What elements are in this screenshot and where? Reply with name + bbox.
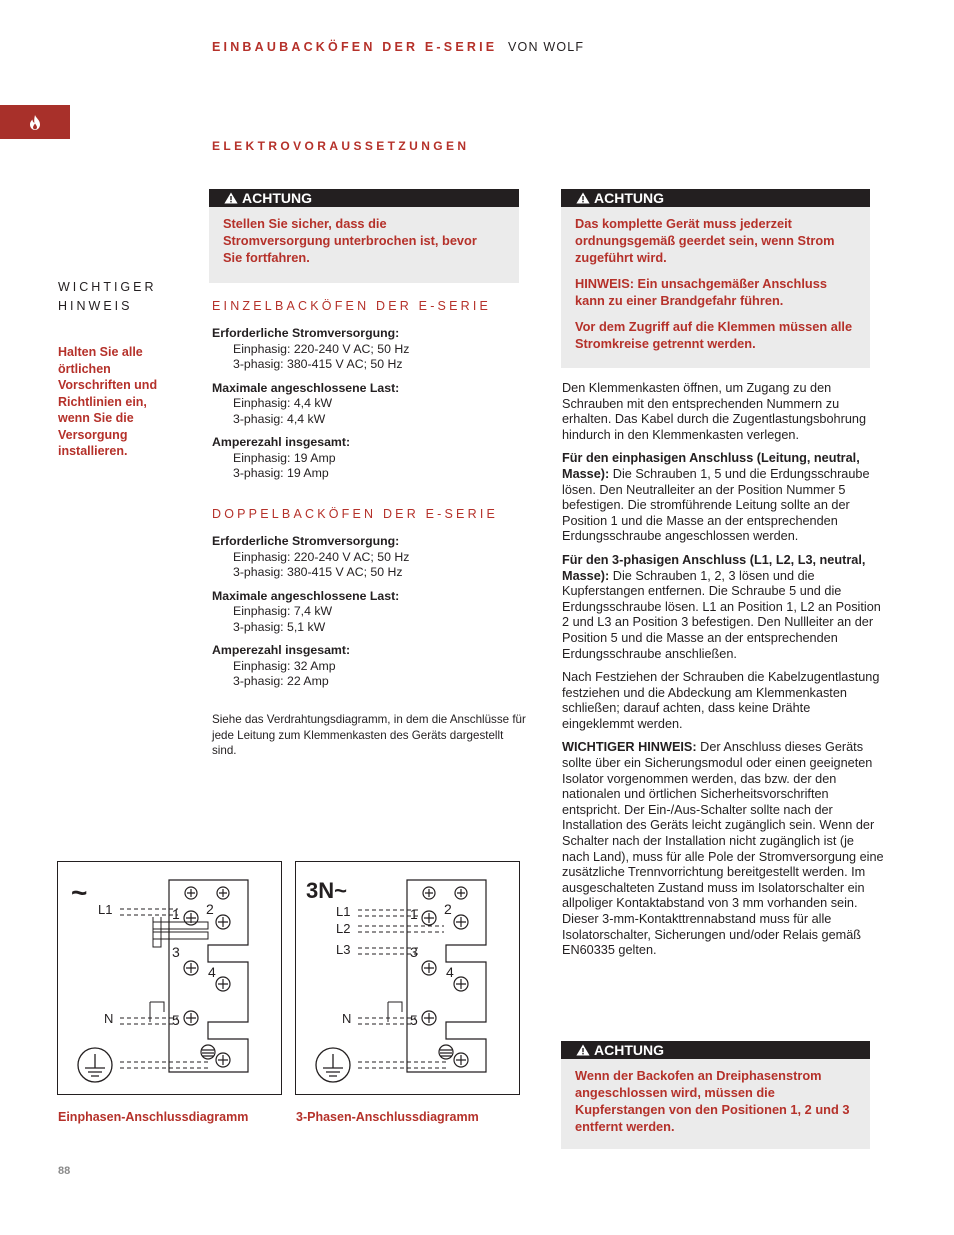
instruction-paragraph: Nach Festziehen der Schrauben die Kabelzugentlastung festziehen und die Abdeckung am Klemmenkasten schließen; darauf achten, dass keine Drähte eingeklemmt werden.	[562, 670, 880, 731]
hint-label-line1: WICHTIGER	[58, 280, 157, 294]
terminal-4: 4	[208, 964, 216, 980]
three-phase-caption: 3-Phasen-Anschlussdiagramm	[296, 1110, 479, 1124]
terminal-2: 2	[206, 901, 214, 917]
line-label-n: N	[104, 1011, 114, 1026]
terminal-5: 5	[172, 1012, 180, 1028]
spec-value: Einphasig: 4,4 kW	[233, 396, 333, 410]
spec-label: Amperezahl insgesamt:	[212, 643, 351, 657]
three-phase-symbol: 3N~	[306, 878, 347, 903]
warning-header	[561, 1041, 870, 1059]
warning-title: ACHTUNG	[242, 190, 312, 206]
ground-symbol	[78, 1048, 112, 1082]
warning-box-right-bottom	[561, 1041, 870, 1149]
terminal-3: 3	[172, 944, 180, 960]
warning-title: ACHTUNG	[594, 190, 664, 206]
warning-paragraph: Das komplette Gerät muss jederzeit ordnungsgemäß geerdet sein, wenn Strom zugeführt wird.	[575, 216, 835, 265]
diagram-note: Siehe das Verdrahtungsdiagramm, in dem die Anschlüsse für jede Leitung zum Klemmenkasten des Geräts dargestellt sind.	[212, 713, 526, 757]
spec-value: 3-phasig: 380-415 V AC; 50 Hz	[233, 565, 403, 579]
line-label-n: N	[342, 1011, 352, 1026]
warning-box-left	[209, 189, 519, 283]
spec-value: 3-phasig: 5,1 kW	[233, 619, 326, 634]
three-phase-diagram	[295, 861, 520, 1095]
spec-label: Maximale angeschlossene Last:	[212, 588, 400, 603]
warning-paragraph: HINWEIS: Ein unsachgemäßer Anschluss kann zu einer Brandgefahr führen.	[575, 276, 827, 308]
spec-value: Einphasig: 220-240 V AC; 50 Hz	[233, 341, 410, 356]
spec-label: Amperezahl insgesamt:	[212, 435, 351, 449]
warning-paragraph: Vor dem Zugriff auf die Klemmen müssen alle Stromkreise getrennt werden.	[575, 319, 853, 351]
terminal-1: 1	[410, 906, 418, 922]
warning-box-right-top	[561, 189, 870, 368]
spec-value: 3-phasig: 22 Amp	[233, 674, 329, 688]
instruction-paragraph: Für den einphasigen Anschluss (Leitung, neutral, Masse): Die Schrauben 1, 5 und die Erdungsschraube lösen. Den Neutralleiter an der Position Nummer 5 befestigen. Die stromführende Leitung sollte an der Position 1 und die Masse an der entsprechenden Erdungsschraube angeschlossen werden.	[562, 451, 870, 544]
section-title: ELEKTROVORAUSSETZUNGEN	[212, 139, 470, 153]
ac-symbol: ~	[71, 877, 88, 908]
single-phase-caption: Einphasen-Anschlussdiagramm	[58, 1110, 249, 1124]
line-label-l2: L2	[336, 921, 351, 936]
page-number: 88	[58, 1165, 71, 1177]
terminal-3: 3	[410, 944, 418, 960]
warning-triangle-icon	[576, 192, 590, 204]
terminal-2: 2	[444, 901, 452, 917]
spec-value: 3-phasig: 380-415 V AC; 50 Hz	[233, 357, 403, 371]
ground-symbol	[316, 1048, 350, 1082]
terminal-1: 1	[172, 906, 180, 922]
spec-value: 3-phasig: 19 Amp	[233, 466, 329, 480]
line-label-l1: L1	[98, 902, 113, 917]
hint-text: Halten Sie alle örtlichen Vorschriften und Richtlinien ein, wenn Sie die Versorgung installieren.	[58, 345, 158, 458]
instruction-paragraph: Den Klemmenkasten öffnen, um Zugang zu den Schrauben mit den entsprechenden Nummern zu erhalten. Das Kabel durch die Zugentlastungsbohrung hindurch in den Klemmenkasten verlegen.	[562, 381, 866, 442]
warning-header	[209, 189, 519, 207]
hint-label	[58, 278, 157, 316]
hint-label-line2: HINWEIS	[58, 299, 133, 313]
header-suffix: VON WOLF	[508, 40, 585, 54]
single-ovens-heading: EINZELBACKÖFEN DER E-SERIE	[212, 299, 492, 313]
flame-icon	[29, 115, 41, 130]
instruction-paragraph: WICHTIGER HINWEIS: Der Anschluss dieses Geräts sollte über ein Sicherungsmodul oder einen geeigneten Isolator vorgenommen werden, das bzw. der den nationalen und örtlichen Sicherheitsvorschriften entspricht. Der Ein-/Aus-Schalter sollte nach der Installation des Geräts leicht zugänglich sein. Wenn der Schalter nach der Installation nicht zugänglich ist (je nach Land), muss für alle Pole der Stromversorgung eine zusätzliche Trennvorrichtung bereitgestellt werden. Im ausgeschalteten Zustand muss im Isolatorschalter ein allpoliger Kontaktabstand von 3 mm vorhanden sein. Dieser 3-mm-Kontakttrennabstand muss für alle Isolatorschalter, Sicherungen und/oder Relais gemäß EN60335 gelten.	[562, 740, 884, 958]
line-label-l1: L1	[336, 904, 351, 919]
section-tab	[0, 105, 70, 139]
spec-value: Einphasig: 32 Amp	[233, 658, 336, 673]
spec-value: Einphasig: 220-240 V AC; 50 Hz	[233, 549, 410, 564]
single-phase-diagram	[57, 861, 282, 1095]
warning-triangle-icon	[576, 1044, 590, 1056]
header-brand: EINBAUBACKÖFEN DER E-SERIE	[212, 40, 498, 54]
terminal-4: 4	[446, 964, 454, 980]
instruction-paragraph: Für den 3-phasigen Anschluss (L1, L2, L3, neutral, Masse): Die Schrauben 1, 2, 3 lösen und die Kupferstangen entfernen. Die Schraube 5 und die Erdungsschraube lösen. L1 an Position 1, L2 an Position 2 und L3 an Position 3 befestigen. Den Nullleiter an der Position 5 und die Masse an der entsprechenden Erdungsschraube anschließen.	[562, 552, 881, 661]
warning-title: ACHTUNG	[594, 1042, 664, 1058]
single-ovens-specs	[212, 326, 532, 482]
spec-value: Einphasig: 19 Amp	[233, 450, 336, 465]
double-ovens-specs	[212, 534, 532, 690]
spec-value: 3-phasig: 4,4 kW	[233, 411, 326, 426]
warning-text: Stellen Sie sicher, dass die Stromversorgung unterbrochen ist, bevor Sie fortfahren.	[223, 216, 477, 265]
double-ovens-heading: DOPPELBACKÖFEN DER E-SERIE	[212, 507, 499, 521]
spec-label: Erforderliche Stromversorgung:	[212, 326, 400, 340]
spec-value: Einphasig: 7,4 kW	[233, 604, 333, 618]
spec-label: Maximale angeschlossene Last:	[212, 380, 400, 395]
instructions-text	[562, 381, 884, 967]
warning-header	[561, 189, 870, 207]
line-label-l3: L3	[336, 942, 351, 957]
page-header	[212, 40, 584, 54]
terminal-5: 5	[410, 1012, 418, 1028]
warning-triangle-icon	[224, 192, 238, 204]
spec-label: Erforderliche Stromversorgung:	[212, 534, 400, 548]
warning-text: Wenn der Backofen an Dreiphasenstrom angeschlossen wird, müssen die Kupferstangen von den Positionen 1, 2 und 3 entfernt werden.	[575, 1068, 850, 1134]
